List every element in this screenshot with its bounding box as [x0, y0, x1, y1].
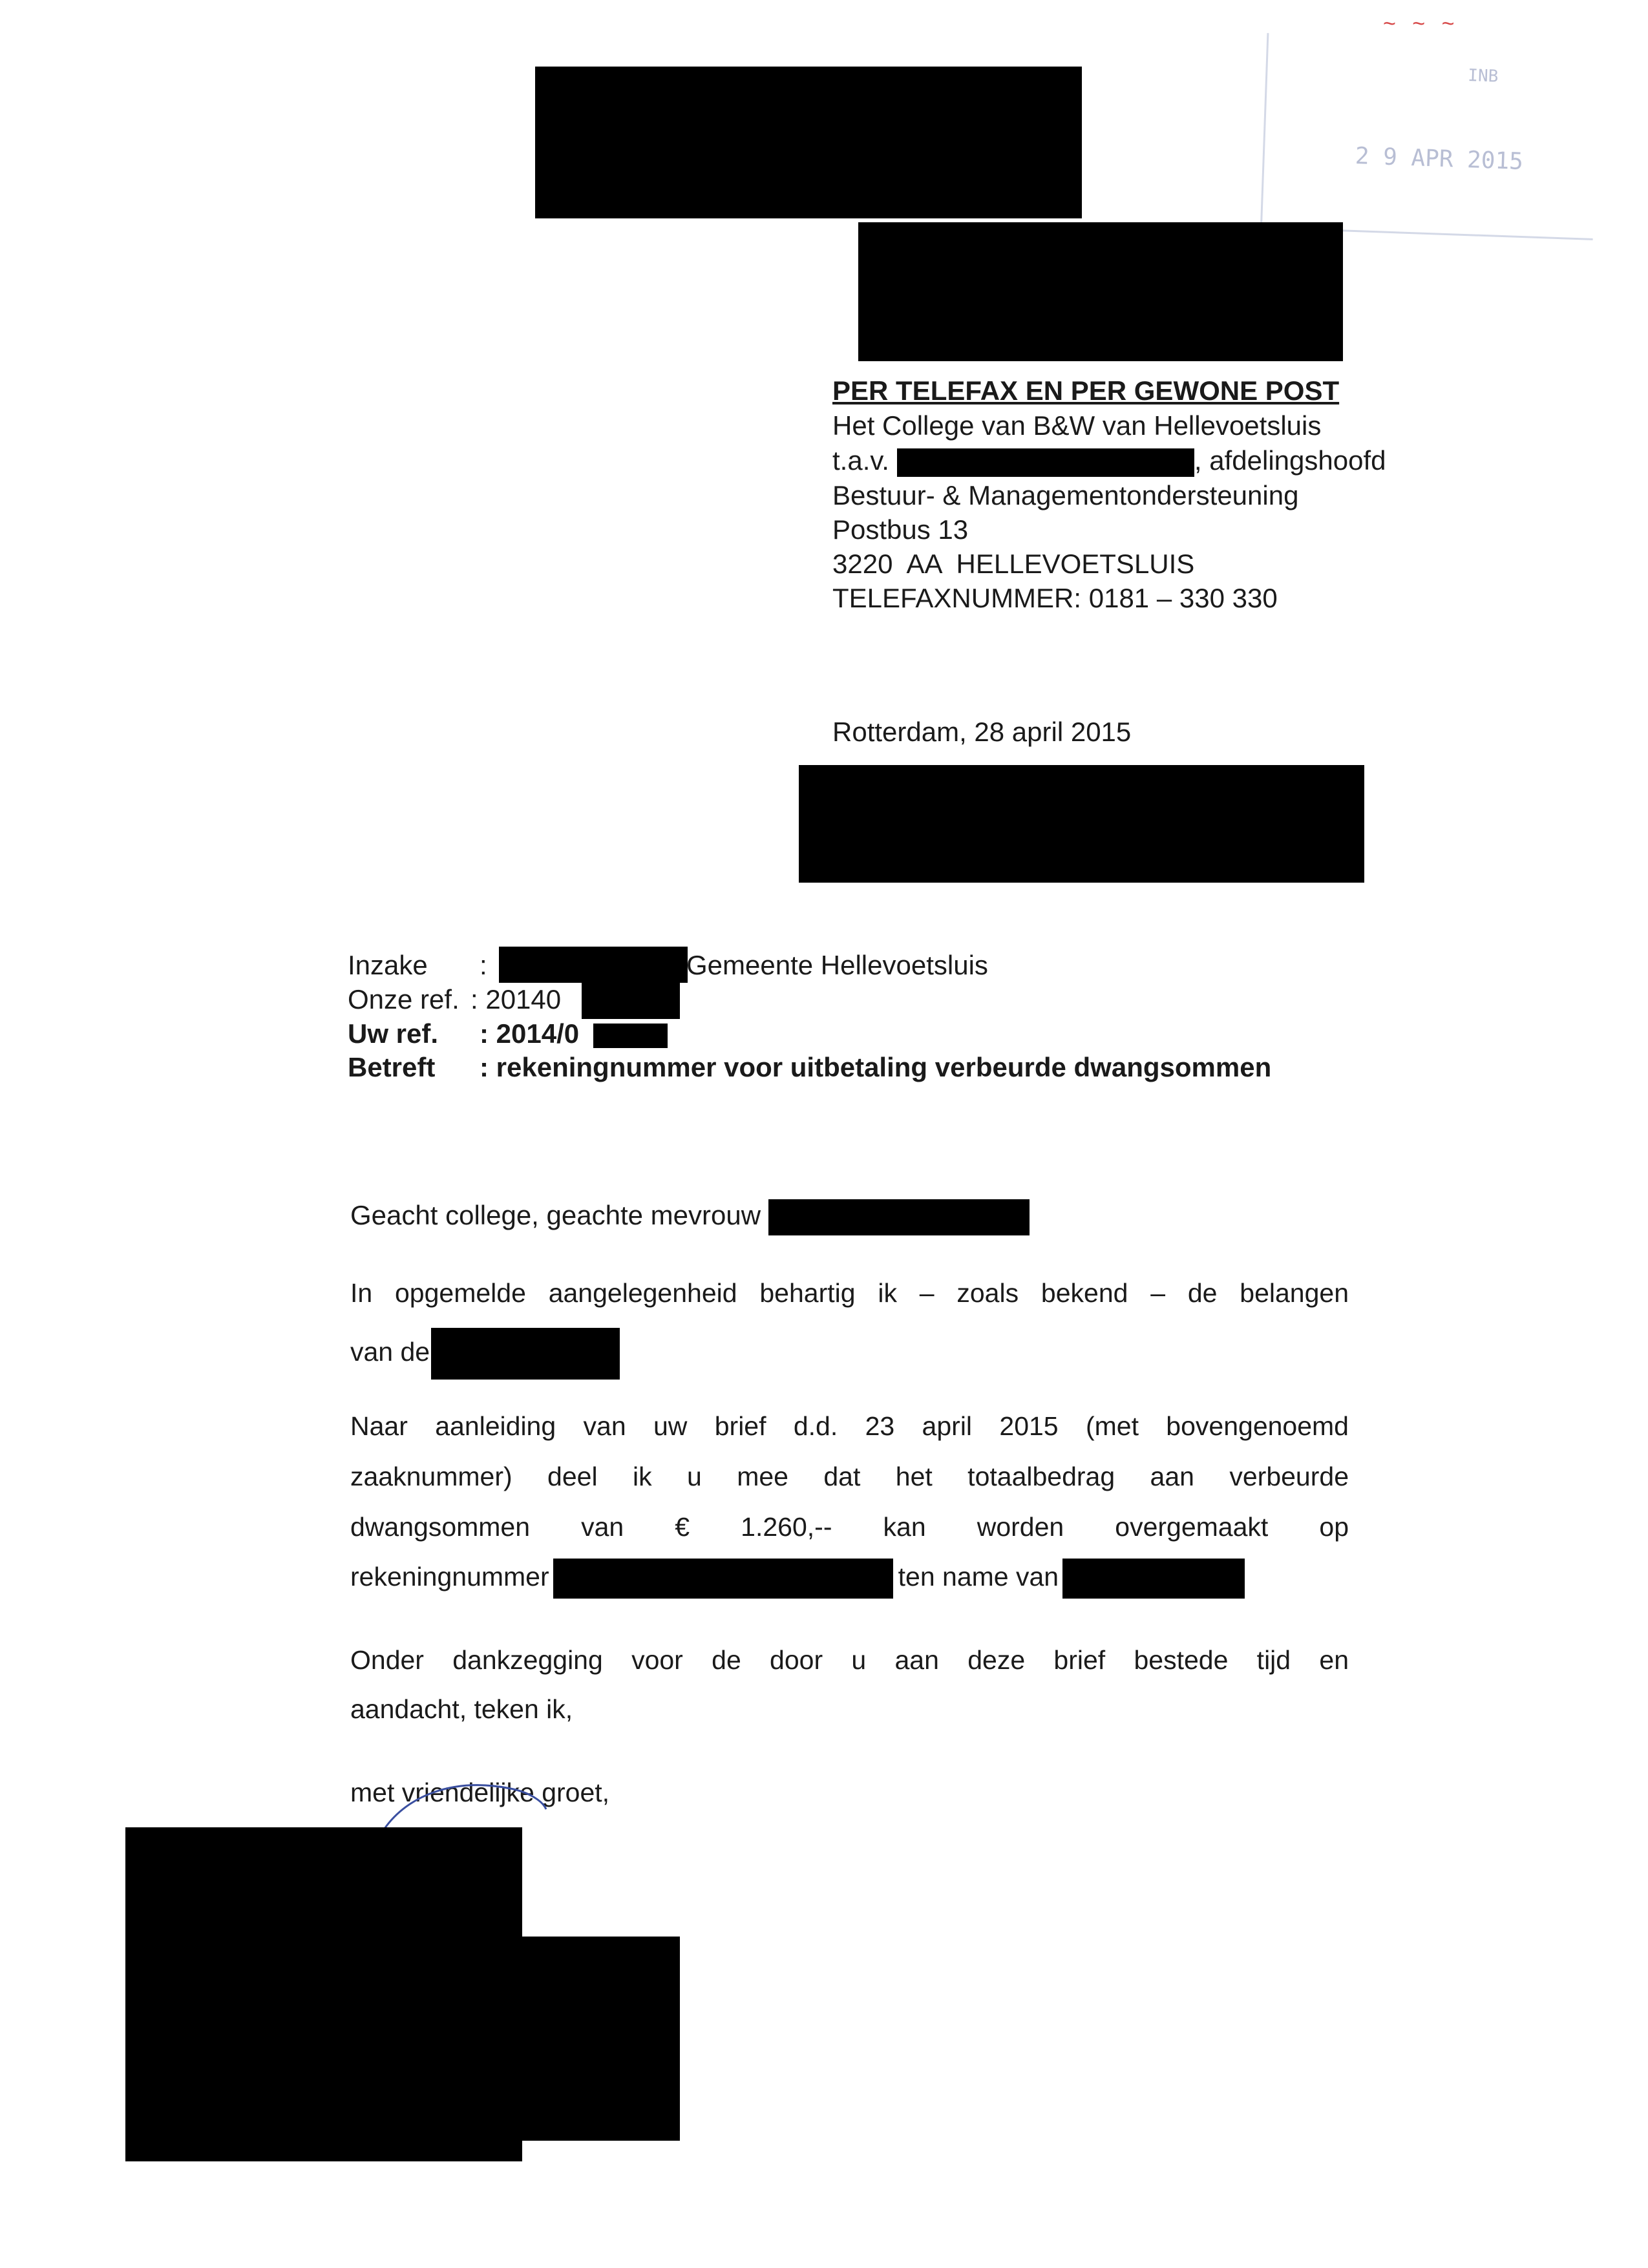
redacted-signature-block [125, 1827, 522, 2161]
paragraph-2-line-4 [350, 1559, 1245, 1599]
your-ref-label: Uw ref. [348, 1018, 439, 1049]
stamp-header: INB [1467, 66, 1499, 87]
red-ink-mark: ~ ~ ~ [1383, 12, 1460, 36]
department-line: Bestuur- & Managementondersteuning [832, 480, 1299, 510]
p2-line4-account-label: rekeningnummer [350, 1561, 549, 1591]
postcode-city-line: 3220 AA HELLEVOETSLUIS [832, 549, 1195, 579]
inzake-colon: : [480, 950, 487, 980]
redacted-attention-name [897, 448, 1194, 477]
our-ref-value: : 20140 [470, 984, 562, 1014]
p1-line2-text: van de [350, 1336, 430, 1367]
attention-line [832, 443, 1386, 478]
signature-stroke [381, 1770, 549, 1835]
p2-line4-name-label: ten name van [898, 1561, 1059, 1591]
salutation-text: Geacht college, geachte mevrouw [350, 1200, 761, 1230]
paragraph-2-line-2: zaaknummer) deel ik u mee dat het totaalbedrag aan verbeurde [350, 1462, 1349, 1491]
subject-value: : rekeningnummer voor uitbetaling verbeurde dwangsommen [480, 1052, 1272, 1082]
our-ref-label: Onze ref. [348, 984, 460, 1014]
paragraph-1-line-1: In opgemelde aangelegenheid behartig ik – zoals bekend – de belangen [350, 1278, 1349, 1308]
paragraph-1-line-2 [350, 1328, 620, 1380]
recipient-line: Het College van B&W van Hellevoetsluis [832, 410, 1322, 441]
inzake-value: Gemeente Hellevoetsluis [686, 950, 988, 980]
paragraph-2-line-3: dwangsommen van € 1.260,-- kan worden overgemaakt op [350, 1512, 1349, 1542]
postbox-line: Postbus 13 [832, 514, 969, 545]
closing: met vriendelijke groet, [350, 1778, 610, 1807]
stamp-date: 2 9 APR 2015 [1355, 142, 1524, 176]
redacted-addressee-name [768, 1199, 1030, 1235]
redacted-inzake-party [499, 947, 688, 983]
fax-number-line: TELEFAXNUMMER: 0181 – 330 330 [832, 583, 1278, 613]
redacted-signature-block-2 [504, 1937, 680, 2141]
place-date: Rotterdam, 28 april 2015 [832, 717, 1132, 747]
redacted-your-ref [593, 1024, 668, 1048]
redacted-date-block [799, 765, 1364, 883]
scan-bleed-through [97, 246, 388, 827]
paragraph-3-line-1: Onder dankzegging voor de door u aan deze brief bestede tijd en [350, 1645, 1349, 1675]
attention-suffix: , afdelingshoofd [1194, 445, 1386, 476]
your-ref-value: : 2014/0 [480, 1018, 580, 1049]
redacted-account-holder [1062, 1559, 1245, 1599]
received-stamp [1260, 33, 1600, 240]
redacted-account-number [553, 1559, 893, 1599]
salutation [350, 1198, 1030, 1235]
delivery-heading: PER TELEFAX EN PER GEWONE POST [832, 375, 1340, 406]
redacted-our-ref [582, 983, 680, 1019]
redacted-letterhead-logo [535, 67, 1082, 218]
inzake-label: Inzake [348, 950, 428, 980]
paragraph-3-line-2: aandacht, teken ik, [350, 1694, 573, 1724]
attention-prefix: t.a.v. [832, 445, 889, 476]
redacted-letterhead-address [858, 222, 1343, 361]
redacted-client-name [431, 1328, 620, 1380]
paragraph-2-line-1: Naar aanleiding van uw brief d.d. 23 april 2015 (met bovengenoemd [350, 1411, 1349, 1441]
subject-label: Betreft [348, 1052, 436, 1082]
